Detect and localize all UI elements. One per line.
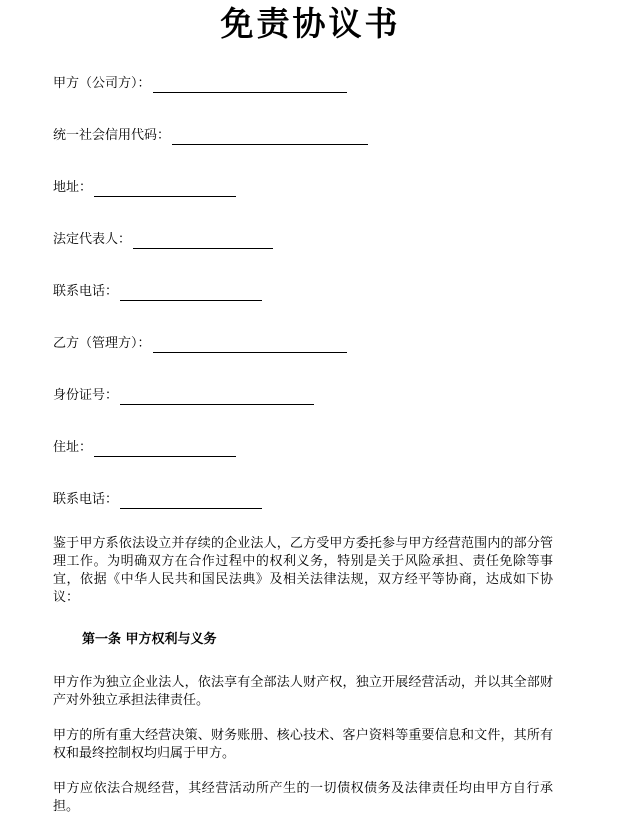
party-a-company-field (53, 75, 347, 93)
party-a-phone-label: 联系电话： (53, 284, 119, 299)
preamble-paragraph: 鉴于甲方系依法设立并存续的企业法人，乙方受甲方委托参与甲方经营范围内的部分管理工作。为明确双方在合作过程中的权利义务，特别是关于风险承担、责任免除等事宜，依据《中华人民共和国民法典》及相关法律法规，双方经平等协商，达成如下协议： (53, 536, 553, 605)
party-a-phone-field (53, 283, 262, 301)
id-number-label: 身份证号： (53, 388, 119, 403)
id-number-field (53, 387, 314, 405)
clause-paragraph: 甲方的所有重大经营决策、财务账册、核心技术、客户资料等重要信息和文件，其所有权和最终控制权均归属于甲方。 (53, 728, 553, 761)
party-b-phone-blank[interactable] (120, 494, 262, 509)
party-b-manager-label: 乙方（管理方）： (53, 336, 151, 351)
party-b-phone-field (53, 491, 262, 509)
address-blank[interactable] (94, 182, 236, 197)
party-b-manager-blank[interactable] (153, 338, 347, 353)
party-a-company-label: 甲方（公司方）： (53, 76, 151, 91)
section-heading: 第一条 甲方权利与义务 (82, 632, 217, 647)
id-number-blank[interactable] (120, 390, 314, 405)
residence-blank[interactable] (94, 442, 236, 457)
address-label: 地址： (53, 180, 93, 195)
document-title: 免责协议书 (220, 4, 401, 43)
party-a-company-blank[interactable] (153, 78, 347, 93)
legal-representative-label: 法定代表人： (53, 232, 132, 247)
party-b-manager-field (53, 335, 347, 353)
legal-representative-blank[interactable] (133, 234, 273, 249)
address-field (53, 179, 236, 197)
credit-code-label: 统一社会信用代码： (53, 128, 171, 143)
clause-paragraph: 甲方应依法合规经营，其经营活动所产生的一切债权债务及法律责任均由甲方自行承担。 (53, 781, 553, 814)
party-b-phone-label: 联系电话： (53, 492, 119, 507)
legal-representative-field (53, 231, 273, 249)
residence-label: 住址： (53, 440, 93, 455)
credit-code-blank[interactable] (172, 130, 368, 145)
clause-paragraph: 甲方作为独立企业法人，依法享有全部法人财产权，独立开展经营活动，并以其全部财产对外独立承担法律责任。 (53, 675, 553, 708)
party-a-phone-blank[interactable] (120, 286, 262, 301)
residence-field (53, 439, 236, 457)
credit-code-field (53, 127, 368, 145)
